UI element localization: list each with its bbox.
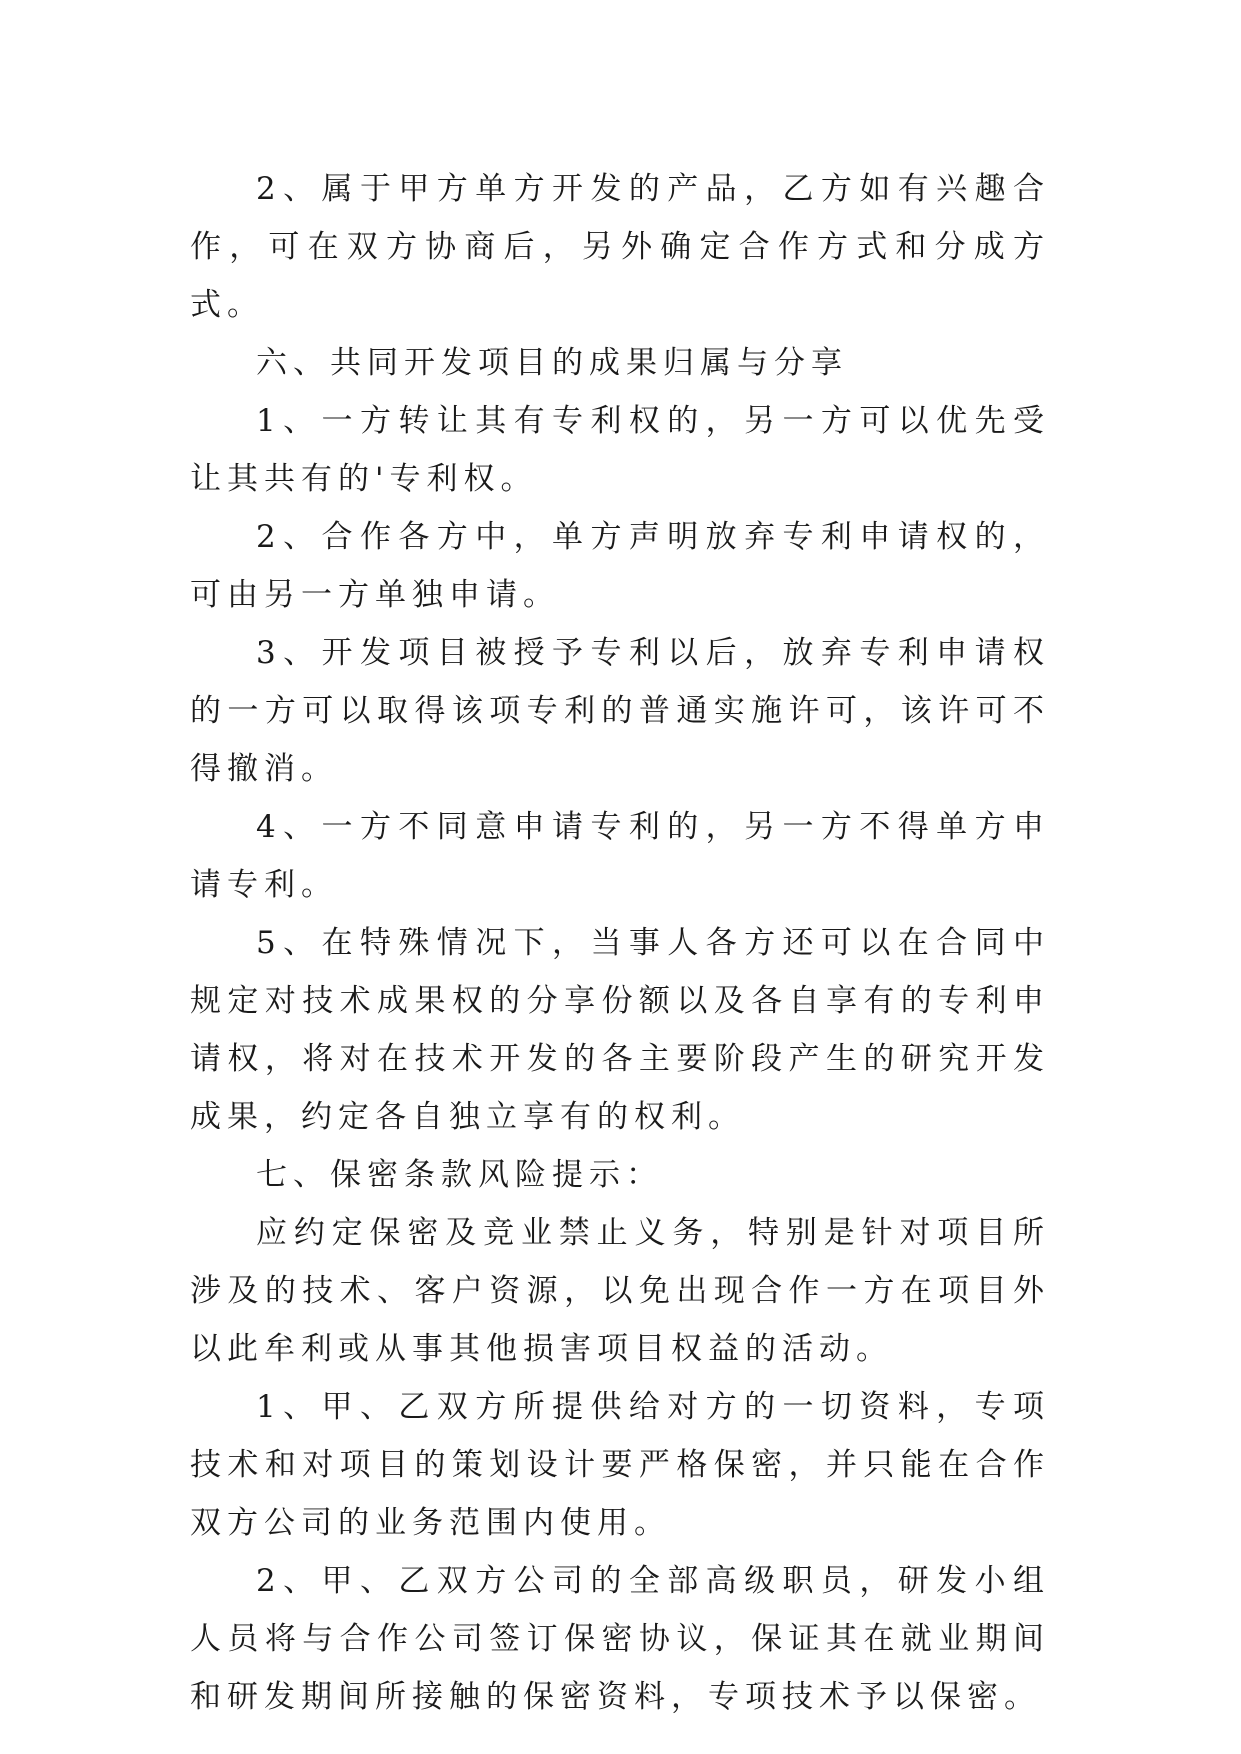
paragraph-non-compete: 应约定保密及竞业禁止义务，特别是针对项目所涉及的技术、客户资源，以免出现合作一方在项目外以此牟利或从事其他损害项目权益的活动。 <box>190 1215 1050 1367</box>
paragraph-confidential-materials: 1、甲、乙双方所提供给对方的一切资料，专项技术和对项目的策划设计要严格保密，并只能在合作双方公司的业务范围内使用。 <box>190 1389 1050 1541</box>
section-heading-confidentiality: 七、保密条款风险提示： <box>256 1157 663 1193</box>
paragraph-patent-license: 3、开发项目被授予专利以后，放弃专利申请权的一方可以取得该项专利的普通实施许可，该许可不得撤消。 <box>190 635 1050 787</box>
section-heading-joint-results: 六、共同开发项目的成果归属与分享 <box>256 345 848 381</box>
paragraph-patent-waiver: 2、合作各方中，单方声明放弃专利申请权的，可由另一方单独申请。 <box>190 519 1050 613</box>
paragraph-partyA-solo-products: 2、属于甲方单方开发的产品，乙方如有兴趣合作，可在双方协商后，另外确定合作方式和分成方式。 <box>190 171 1050 323</box>
document-body <box>190 160 1050 1726</box>
paragraph-special-circumstances: 5、在特殊情况下，当事人各方还可以在合同中规定对技术成果权的分享份额以及各自享有的专利申请权，将对在技术开发的各主要阶段产生的研究开发成果，约定各自独立享有的权利。 <box>190 925 1050 1135</box>
paragraph-patent-transfer: 1、一方转让其有专利权的，另一方可以优先受让其共有的'专利权。 <box>190 403 1050 497</box>
paragraph-staff-agreements: 2、甲、乙双方公司的全部高级职员，研发小组人员将与合作公司签订保密协议，保证其在就业期间和研发期间所接触的保密资料，专项技术予以保密。 <box>190 1563 1050 1715</box>
paragraph-patent-disagreement: 4、一方不同意申请专利的，另一方不得单方申请专利。 <box>190 809 1050 903</box>
